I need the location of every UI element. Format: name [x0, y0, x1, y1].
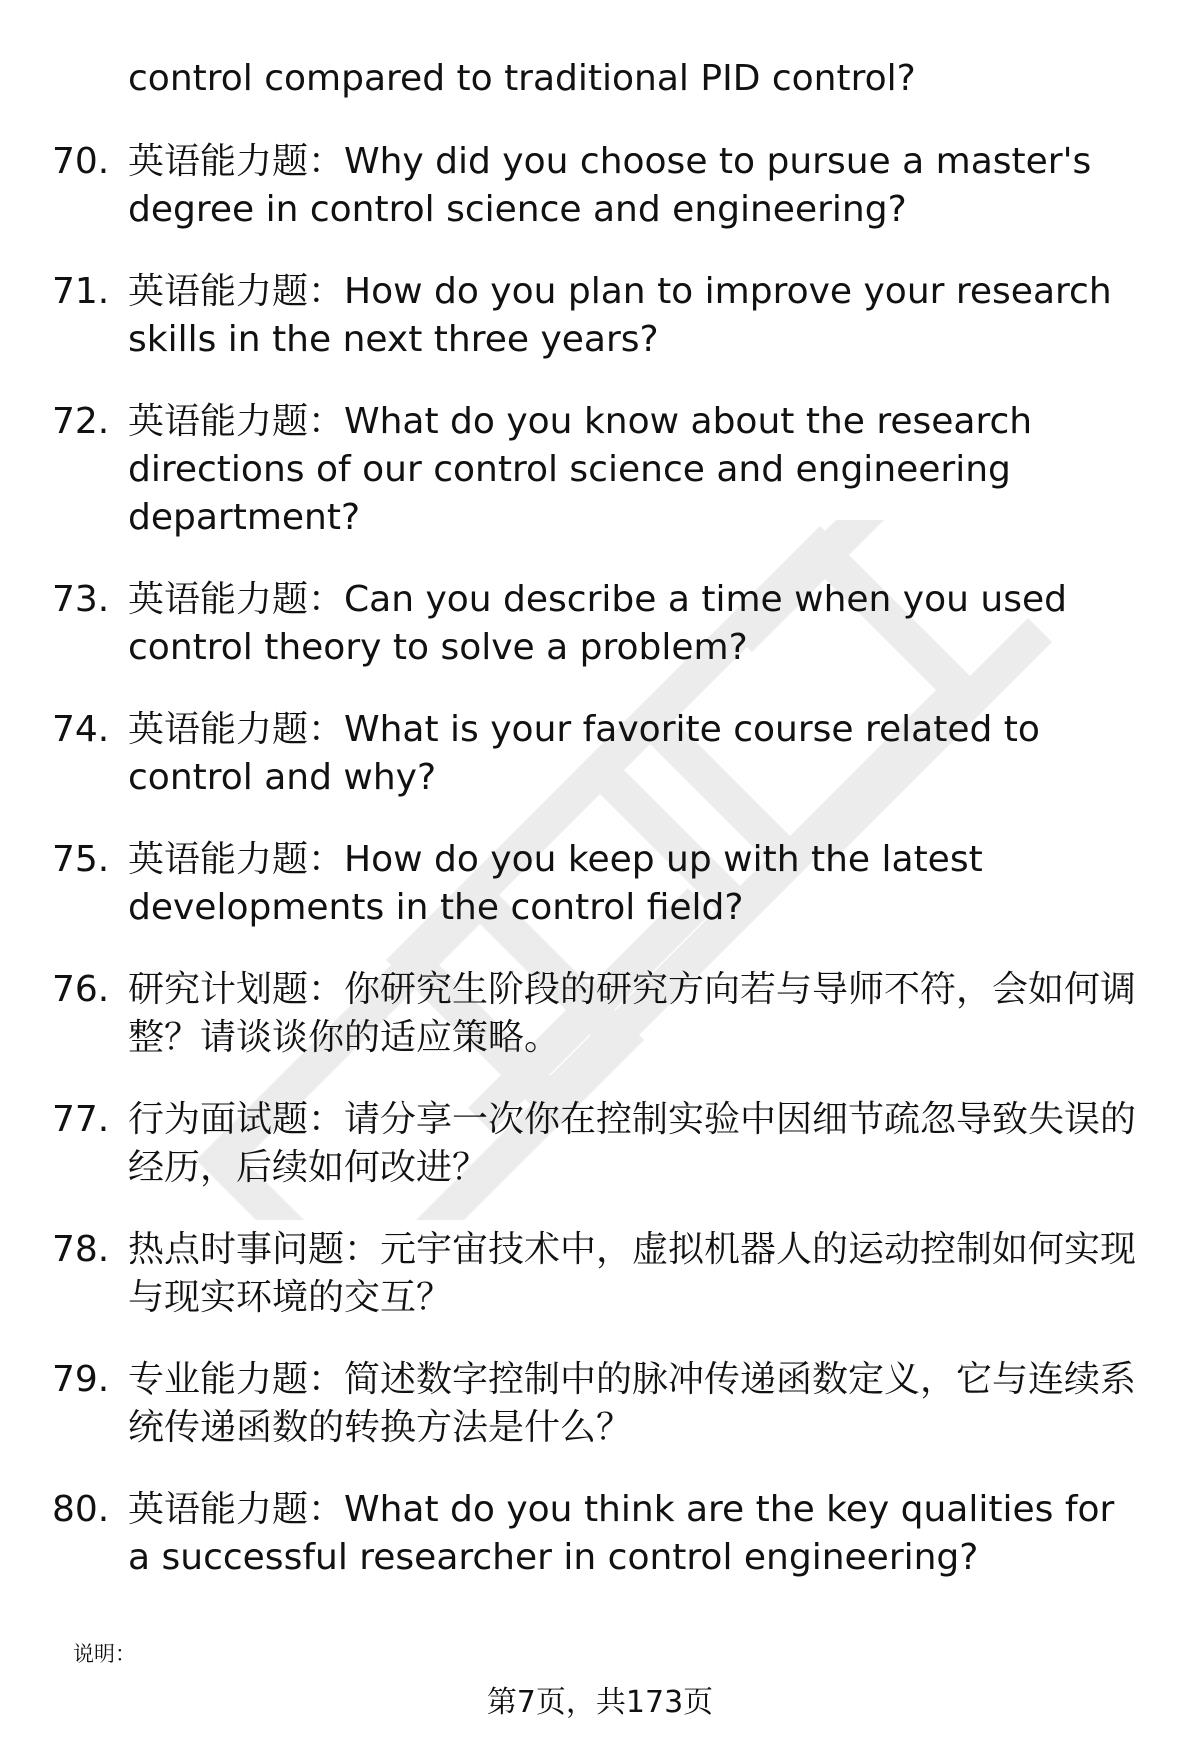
question-number: 75. [52, 839, 110, 880]
question-text: 英语能力题：Can you describe a time when you used control theory to solve a problem? [128, 579, 1067, 668]
question-number: 71. [52, 271, 110, 312]
question-list [0, 138, 1200, 1616]
question-number: 77. [52, 1099, 110, 1140]
question-item [0, 268, 1138, 364]
question-number: 78. [52, 1229, 110, 1270]
question-item [0, 966, 1138, 1062]
question-item [0, 576, 1138, 672]
continued-question-text: control compared to traditional PID control? [128, 58, 916, 99]
question-number: 73. [52, 579, 110, 620]
question-number: 76. [52, 969, 110, 1010]
question-item [0, 398, 1138, 542]
question-number: 70. [52, 141, 110, 182]
page-number-footer: 第7页，共173页 [486, 1685, 714, 1720]
question-text: 热点时事问题：元宇宙技术中，虚拟机器人的运动控制如何实现与现实环境的交互？ [128, 1229, 1137, 1318]
question-text: 英语能力题：How do you keep up with the latest developments in the control field? [128, 839, 983, 928]
question-item [0, 138, 1138, 234]
question-text: 英语能力题：What do you think are the key qualities for a successful researcher in control engineering? [128, 1489, 1115, 1578]
note-label: 说明： [73, 1642, 136, 1666]
question-item [0, 1486, 1138, 1582]
question-number: 74. [52, 709, 110, 750]
question-text: 英语能力题：How do you plan to improve your research skills in the next three years? [128, 271, 1112, 360]
question-text: 研究计划题：你研究生阶段的研究方向若与导师不符，会如何调整？请谈谈你的适应策略。 [128, 969, 1137, 1058]
question-item [0, 1096, 1138, 1192]
question-text: 英语能力题：What do you know about the research directions of our control science and engineering department? [128, 401, 1033, 538]
question-item [0, 1226, 1138, 1322]
question-text: 英语能力题：What is your favorite course related to control and why? [128, 709, 1040, 798]
question-number: 79. [52, 1359, 110, 1400]
question-item [0, 706, 1138, 802]
question-item [0, 836, 1138, 932]
question-number: 72. [52, 401, 110, 442]
question-item [0, 1356, 1138, 1452]
question-text: 专业能力题：简述数字控制中的脉冲传递函数定义，它与连续系统传递函数的转换方法是什么？ [128, 1359, 1137, 1448]
question-number: 80. [52, 1489, 110, 1530]
question-text: 英语能力题：Why did you choose to pursue a master's degree in control science and engineering? [128, 141, 1092, 230]
question-text: 行为面试题：请分享一次你在控制实验中因细节疏忽导致失误的经历，后续如何改进？ [128, 1099, 1137, 1188]
